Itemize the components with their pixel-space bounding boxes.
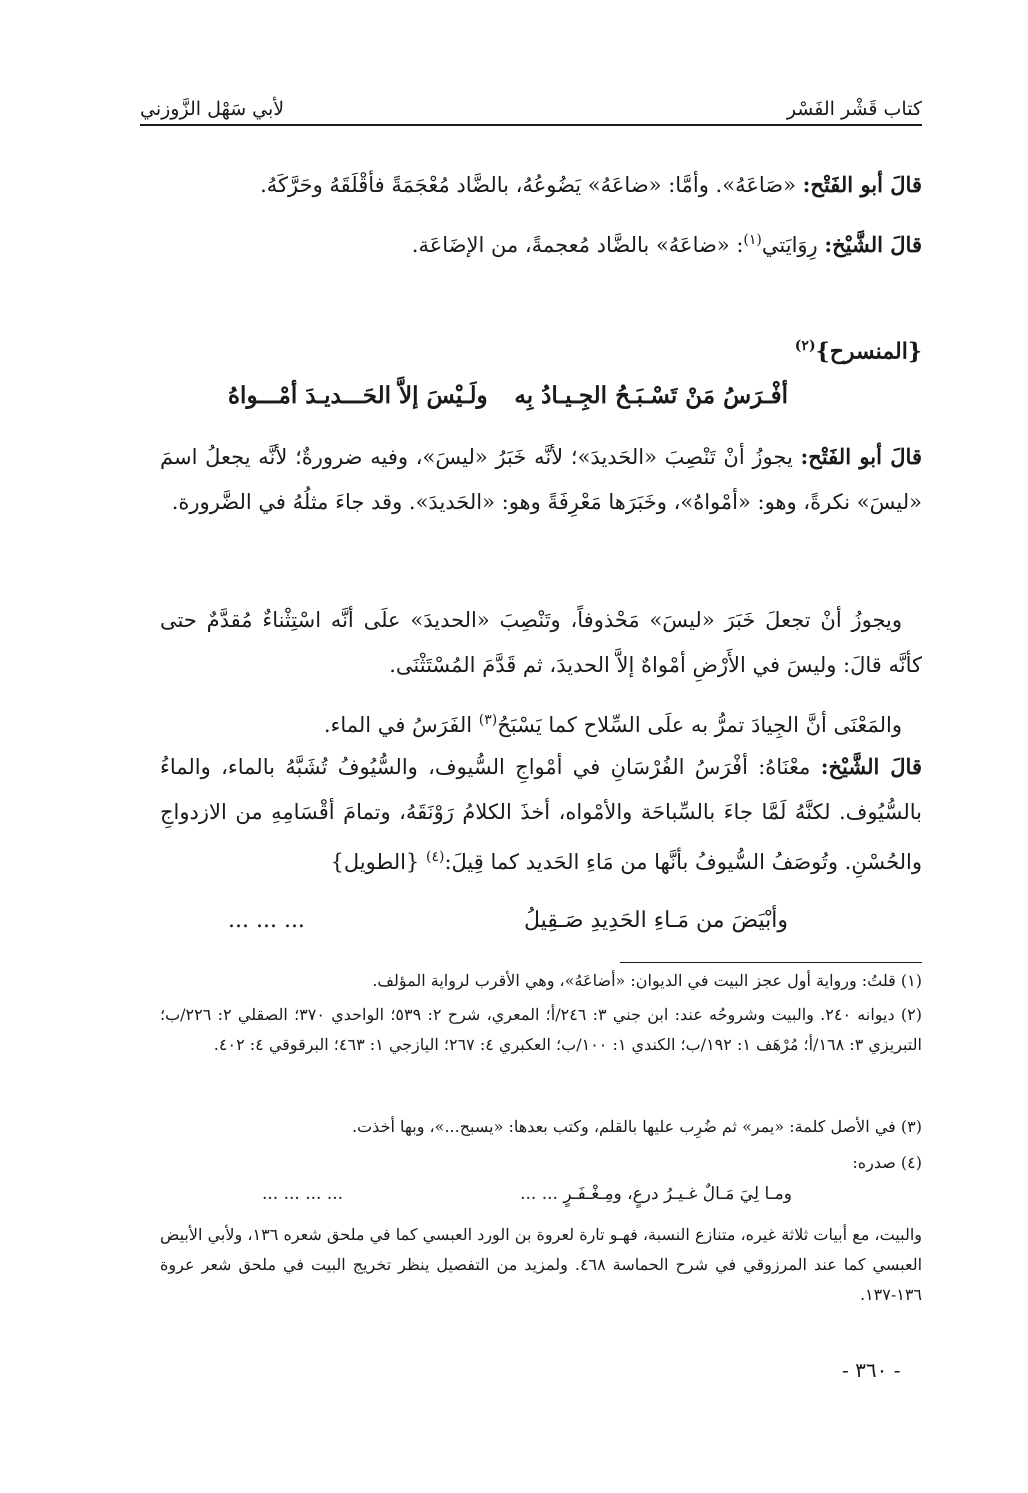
paragraph-text: معْنَاهُ: أفْرَسُ الفُرْسَانِ في أمْواجِ السُّيوف، والسُّيُوفُ تُشَبَّهُ بالماء، والماءُ بالسُّيُوف. لكنَّهُ لَمَّا جاءَ بالسِّباحَة والأمْواه، أخذَ الكلامُ رَوْنَقَهُ، وتمامَ أقْسَامِهِ من الازدواجِ والحُسْنِ. وتُوصَفُ السُّيوفُ بأنَّها من مَاءِ الحَديد كما قِيلَ: (160, 755, 922, 874)
verse-second-hemistich: وأبْيَضَ من مَـاءِ الحَدِيدِ صَـقِيلُ (523, 908, 788, 933)
paragraph-text: الفَرَسُ في الماء. (323, 713, 479, 737)
paragraph-5 (160, 698, 922, 748)
paragraph-6 (160, 744, 922, 885)
poem-verse (228, 382, 788, 409)
header-rule (140, 124, 922, 126)
paragraph-text: : «ضاعَهُ» بالضَّاد مُعجمةً، من الإضَاعَة. (411, 233, 744, 257)
speaker-abu-alfath: قالَ أبو الفَتْح: (800, 444, 922, 469)
header-book-title: كتاب قَشْر الفَسْر (786, 98, 922, 120)
meter-name: {المنسرح} (815, 338, 922, 365)
page-number: - ٣٦٠ - (842, 1358, 901, 1382)
footnote-verse (262, 1184, 792, 1204)
footnote-ref: (١) (743, 232, 762, 248)
paragraph-4 (160, 598, 922, 688)
footnote-verse-first: ومـا لِيَ مَـالٌ غـيـرُ درعٍ، ومِـغْـفَـرٍ ... ... (520, 1184, 792, 1204)
footnote-ref: (٤) (425, 849, 445, 865)
paragraph-text: ويجوزُ أنْ تجعلَ خَبَرَ «ليسَ» مَحْذوفاً، وتَنْصِبَ «الحديدَ» علَى أنَّه اسْتِثْناءٌ مُقدَّمٌ حتى كأنَّه قالَ: وليسَ في الأَرْضِ أمْواهٌ إلاَّ الحديدَ، ثم قَدَّمَ المُسْتَثْنَى. (160, 608, 922, 677)
footnote-rule (620, 962, 922, 963)
footnote-4-label: (٤) صدره: (852, 1153, 922, 1172)
speaker-alshaykh: قالَ الشَّيْخ: (824, 232, 922, 257)
paragraph-text: والمَعْنَى أنَّ الجِيادَ تمرُّ به علَى السِّلاح كما يَسْبَحُ (497, 713, 902, 737)
verse-omitted-hemistich: ... ... ... (228, 908, 305, 933)
paragraph-3 (160, 434, 922, 525)
footnote-ref: (٢) (794, 338, 816, 354)
paragraph-1 (160, 162, 922, 208)
footnote-ref: (٣) (478, 712, 498, 728)
paragraph-2 (160, 218, 922, 268)
footnote-verse-second: ... ... ... ... (262, 1184, 344, 1204)
footnote-2: (٢) ديوانه ٢٤٠. والبيت وشروحُه عند: ابن جني ٣: ٢٤٦/أ؛ المعري، شرح ٢: ٥٣٩؛ الواحدي ٣٧٠؛ الصقلي ٢: ٢٢٦/ب؛ التبريزي ٣: ١٦٨/أ؛ مُرْهَف ١: ١٩٢/ب؛ الكندي ١: ١٠٠/ب؛ العكبري ٤: ٢٦٧؛ اليازجي ١: ٤٦٣؛ البرقوقي ٤: ٤٠٢. (160, 1005, 922, 1054)
footnote-1: (١) قلتُ: ورواية أول عجز البيت في الديوان: «أضاعَهُ»، وهي الأقرب لرواية المؤلف. (372, 971, 922, 990)
verse-second-hemistich: ولَـيْسَ إلاَّ الحَـــديـدَ أمْـــواهُ (228, 382, 488, 409)
meter-name: {الطويل} (330, 850, 426, 874)
paragraph-text: «صَاعَهُ». وأمَّا: «ضاعَهُ» يَضُوعُهُ، بالضَّاد مُعْجَمَةً فأقْلَقَهُ وحَرَّكَهُ. (260, 173, 803, 197)
speaker-abu-alfath: قالَ أبو الفَتْح: (802, 172, 922, 197)
paragraph-text: رِوَايَتي (761, 233, 825, 257)
paragraph-text: يجوزُ أنْ تَنْصِبَ «الحَديدَ»؛ لأنَّه خَبَرُ «ليسَ»، وفيه ضرورةٌ؛ لأنَّه يجعلُ اسمَ «ليسَ» نكرةً، وهو: «أمْواهُ»، وخَبَرَها مَعْرِفَةً وهو: «الحَديدَ». وقد جاءَ مثلُهُ في الضَّرورة. (160, 445, 922, 514)
running-header (140, 84, 922, 120)
header-author: لأبي سَهْل الزَّوزني (140, 98, 285, 120)
quoted-verse (228, 908, 788, 933)
meter-label (795, 338, 922, 364)
speaker-alshaykh: قالَ الشَّيْخ: (820, 754, 922, 779)
footnote-3: (٣) في الأصل كلمة: «يمر» ثم ضُرِب عليها بالقلم، وكتب بعدها: «يسبح...»، وبها أخذت. (352, 1117, 922, 1136)
footnote-4-text: والبيت، مع أبيات ثلاثة غيره، متنازع النسبة، فهـو تارة لعروة بن الورد العبسي كما في ملحق شعره ١٣٦، ولأبي الأبيض العبسي كما عند المرزوقي في شرح الحماسة ٤٦٨. ولمزيد من التفصيل ينظر تخريج البيت في ملحق شعر عروة ١٣٦-١٣٧. (160, 1225, 923, 1304)
verse-first-hemistich: أفْـرَسُ مَنْ تَسْـبَـحُ الجِـيـادُ بِه (514, 382, 788, 409)
